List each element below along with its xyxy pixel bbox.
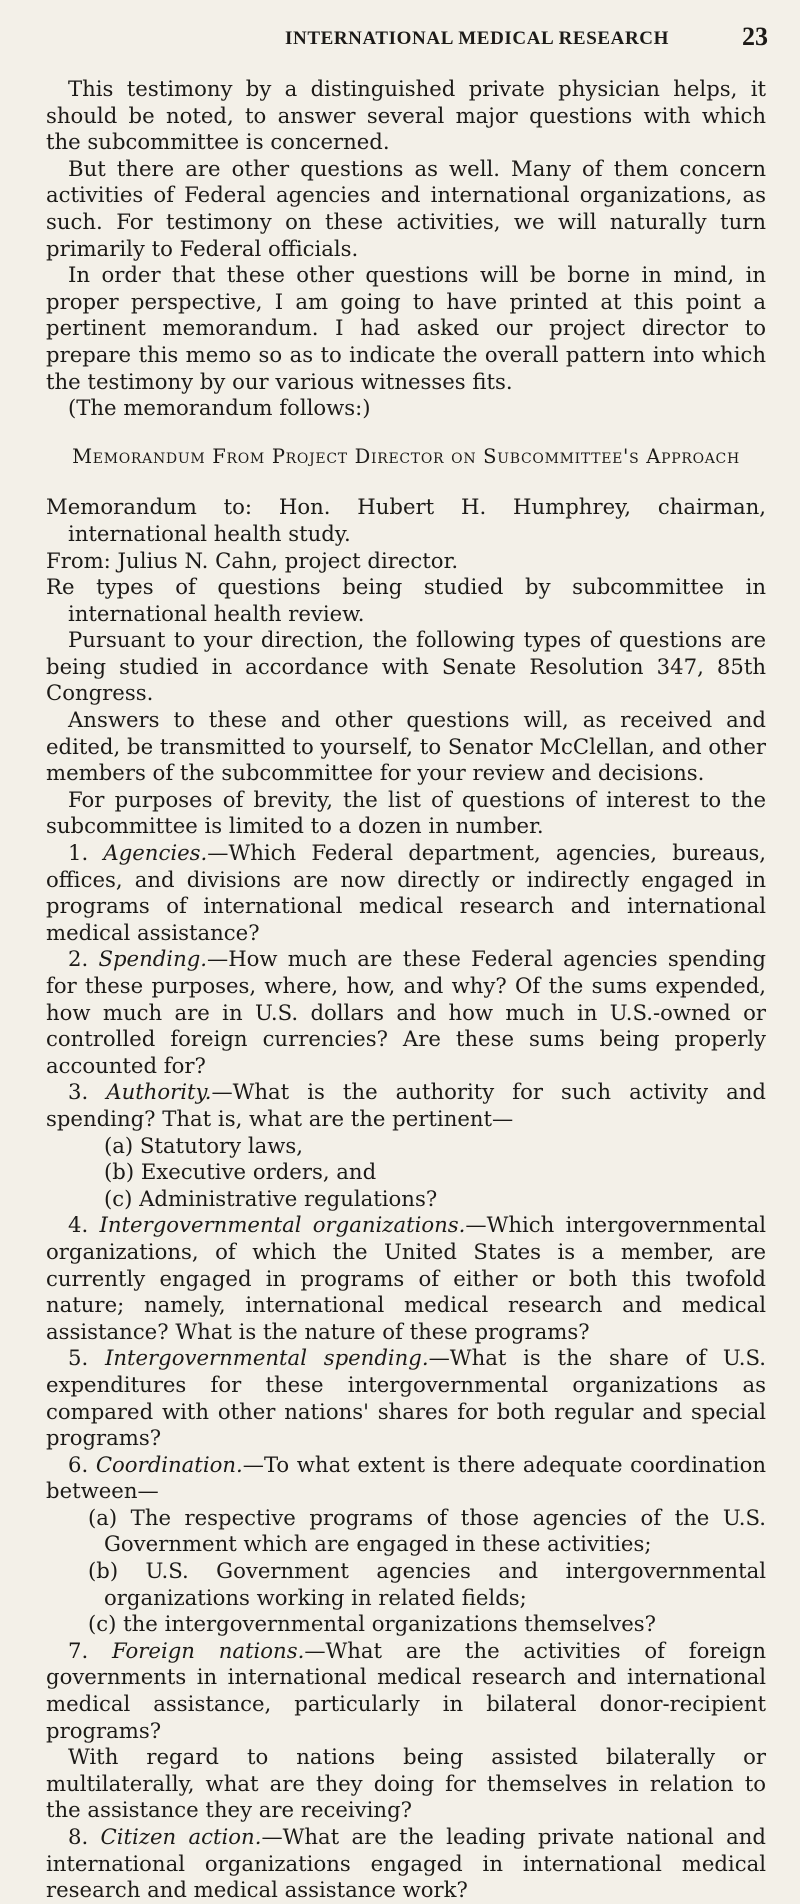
- paragraph: In order that these other questions will be borne in mind, in proper perspective, I am going to have printed at this point a pertinent memorandum. I had asked our project director to prepare this memo so as to indicate the overall pattern into which the testimony by our various witnesses fits.: [46, 262, 766, 394]
- question-title: Intergovernmental spending.: [104, 1345, 429, 1371]
- question-8: [46, 1824, 766, 1904]
- question-4: [46, 1212, 766, 1345]
- memo-re: Re types of questions being studied by subcommittee in international health review.: [46, 574, 766, 626]
- list-item: (c) Administrative regulations?: [104, 1185, 438, 1211]
- question-text: —What is the share of U.S. expenditures for these intergovernmental organizations as compared with other nations' shares for both regular and special programs?: [46, 1345, 766, 1451]
- question-title: Foreign nations.: [112, 1637, 305, 1663]
- question-title: Authority.: [106, 1079, 212, 1105]
- memo-title: Memorandum From Project Director on Subcommittee's Approach: [72, 444, 740, 468]
- paragraph: But there are other questions as well. Many of them concern activities of Federal agencies and international organizations, as such. For testimony on these activities, we will naturally turn primarily to Federal officials.: [46, 155, 766, 261]
- list-item: (a) Statutory laws,: [104, 1132, 303, 1158]
- question-6: [46, 1452, 766, 1505]
- question-1: [46, 840, 766, 946]
- question-text: —To what extent is there adequate coordination between—: [46, 1451, 766, 1504]
- list-item: (b) Executive orders, and: [104, 1159, 377, 1185]
- question-text: —Which Federal department, agencies, bureaus, offices, and divisions are now directly or indirectly engaged in programs of international medical research and international medical assistance?: [46, 840, 766, 945]
- list-item: (c) the intergovernmental organizations themselves?: [88, 1611, 657, 1637]
- page-header: [0, 20, 800, 60]
- memo-to: Memorandum to: Hon. Hubert H. Humphrey, chairman, international health study.: [46, 494, 766, 546]
- question-7: [46, 1638, 766, 1744]
- question-number: 4.: [68, 1212, 89, 1238]
- memo-from: From: Julius N. Cahn, project director.: [46, 547, 459, 573]
- paragraph: (The memorandum follows:): [68, 395, 371, 421]
- question-number: 8.: [68, 1824, 89, 1849]
- question-number: 3.: [68, 1079, 89, 1105]
- paragraph: For purposes of brevity, the list of questions of interest to the subcommittee is limited to a dozen in number.: [46, 786, 766, 839]
- question-title: Intergovernmental organizations.: [99, 1212, 466, 1238]
- question-text: —What are the leading private national and international organizations engaged in international medical research and medical assistance work?: [46, 1824, 766, 1903]
- page-body: [46, 76, 766, 1904]
- paragraph: With regard to nations being assisted bilaterally or multilaterally, what are they doing for themselves in relation to the assistance they are receiving?: [46, 1744, 766, 1823]
- list-item: (a) The respective programs of those agencies of the U.S. Government which are engaged in these activities;: [88, 1504, 766, 1557]
- question-title: Spending.: [98, 946, 208, 972]
- question-number: 5.: [68, 1345, 89, 1371]
- page-number: 23: [742, 22, 768, 51]
- question-5: [46, 1345, 766, 1451]
- question-number: 2.: [68, 946, 89, 972]
- question-number: 7.: [68, 1637, 89, 1663]
- question-title: Agencies.: [103, 840, 208, 866]
- question-2: [46, 946, 766, 1079]
- paragraph: This testimony by a distinguished private physician helps, it should be noted, to answer several major questions with which the subcommittee is concerned.: [46, 76, 766, 155]
- paragraph: Pursuant to your direction, the following types of questions are being studied in accordance with Senate Resolution 347, 85th Congress.: [46, 627, 766, 706]
- question-number: 1.: [68, 840, 89, 866]
- question-number: 6.: [68, 1451, 89, 1477]
- running-head: INTERNATIONAL MEDICAL RESEARCH: [285, 28, 669, 49]
- question-text: —Which intergovernmental organizations, of which the United States is a member, are currently engaged in programs of either or both this twofold nature; namely, international medical research and medical assistance? What is the nature of these programs?: [46, 1212, 766, 1344]
- question-3: [46, 1079, 766, 1132]
- question-text: —What are the activities of foreign governments in international medical research and international medical assistance, particularly in bilateral donor-recipient programs?: [46, 1637, 767, 1743]
- list-item: (b) U.S. Government agencies and intergovernmental organizations working in related fields;: [88, 1558, 766, 1610]
- question-title: Coordination.: [95, 1451, 243, 1477]
- question-title: Citizen action.: [100, 1824, 262, 1849]
- question-text: —How much are these Federal agencies spending for these purposes, where, how, and why? Of the sums expended, how much are in U.S. dollars and how much in U.S.-owned or controlled foreign currencies? Are these sums being properly accounted for?: [46, 946, 766, 1078]
- paragraph: Answers to these and other questions will, as received and edited, be transmitted to yourself, to Senator McClellan, and other members of the subcommittee for your review and decisions.: [46, 707, 766, 786]
- question-text: —What is the authority for such activity and spending? That is, what are the pertinent—: [46, 1079, 766, 1131]
